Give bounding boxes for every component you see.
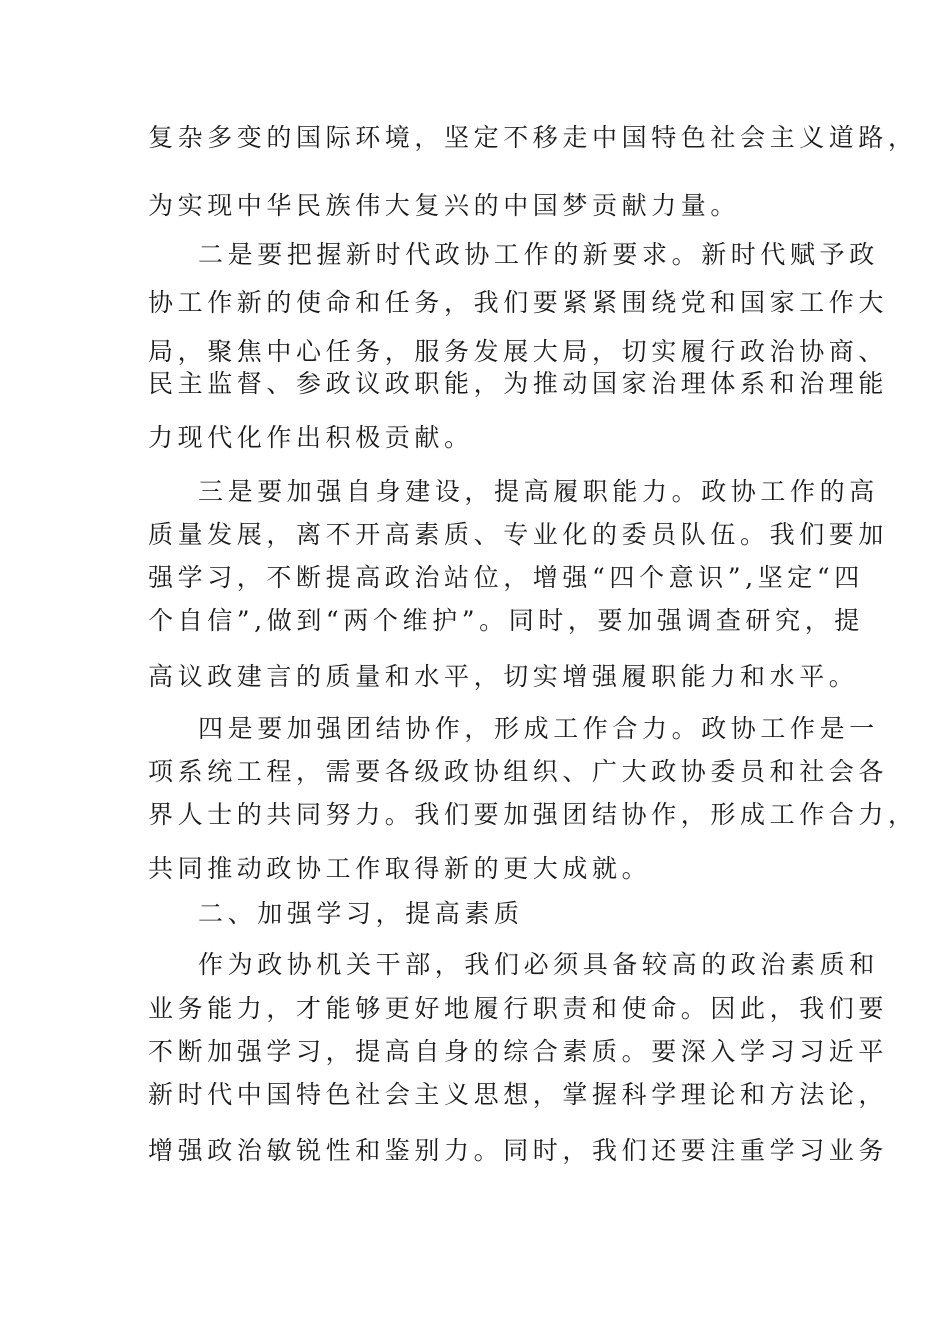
text-line: 界人士的共同努力。我们要加强团结协作，形成工作合力， bbox=[148, 800, 918, 829]
text-line: 不断加强学习，提高自身的综合素质。要深入学习习近平 bbox=[148, 1037, 889, 1066]
paragraph-first-line: 二是要把握新时代政协工作的新要求。新时代赋予政 bbox=[198, 240, 879, 269]
text-line: 力现代化作出积极贡献。 bbox=[148, 423, 474, 452]
text-line: 复杂多变的国际环境，坚定不移走中国特色社会主义道路， bbox=[148, 123, 918, 152]
paragraph-first-line: 三是要加强自身建设，提高履职能力。政协工作的高 bbox=[198, 477, 879, 506]
paragraph-first-line: 作为政协机关干部，我们必须具备较高的政治素质和 bbox=[198, 950, 879, 979]
text-line: 为实现中华民族伟大复兴的中国梦贡献力量。 bbox=[148, 191, 741, 220]
text-line: 局，聚焦中心任务，服务发展大局，切实履行政治协商、 bbox=[148, 337, 889, 366]
text-line: 个自信”,做到“两个维护”。同时，要加强调查研究，提 bbox=[148, 606, 864, 635]
text-line: 增强政治敏锐性和鉴别力。同时，我们还要注重学习业务 bbox=[148, 1136, 889, 1165]
text-line: 民主监督、参政议政职能，为推动国家治理体系和治理能 bbox=[148, 369, 889, 398]
text-line: 新时代中国特色社会主义思想，掌握科学理论和方法论， bbox=[148, 1080, 889, 1109]
text-line: 项系统工程，需要各级政协组织、广大政协委员和社会各 bbox=[148, 757, 889, 786]
text-line: 质量发展，离不开高素质、专业化的委员队伍。我们要加 bbox=[148, 520, 889, 549]
text-line: 强学习，不断提高政治站位，增强“四个意识”,坚定“四 bbox=[148, 563, 864, 592]
section-heading: 二、加强学习，提高素质 bbox=[198, 899, 524, 928]
paragraph-first-line: 四是要加强团结协作，形成工作合力。政协工作是一 bbox=[198, 714, 879, 743]
text-line: 共同推动政协工作取得新的更大成就。 bbox=[148, 854, 652, 883]
text-line: 协工作新的使命和任务，我们要紧紧围绕党和国家工作大 bbox=[148, 288, 889, 317]
text-line: 高议政建言的质量和水平，切实增强履职能力和水平。 bbox=[148, 662, 859, 691]
text-line: 业务能力，才能够更好地履行职责和使命。因此，我们要 bbox=[148, 994, 889, 1023]
